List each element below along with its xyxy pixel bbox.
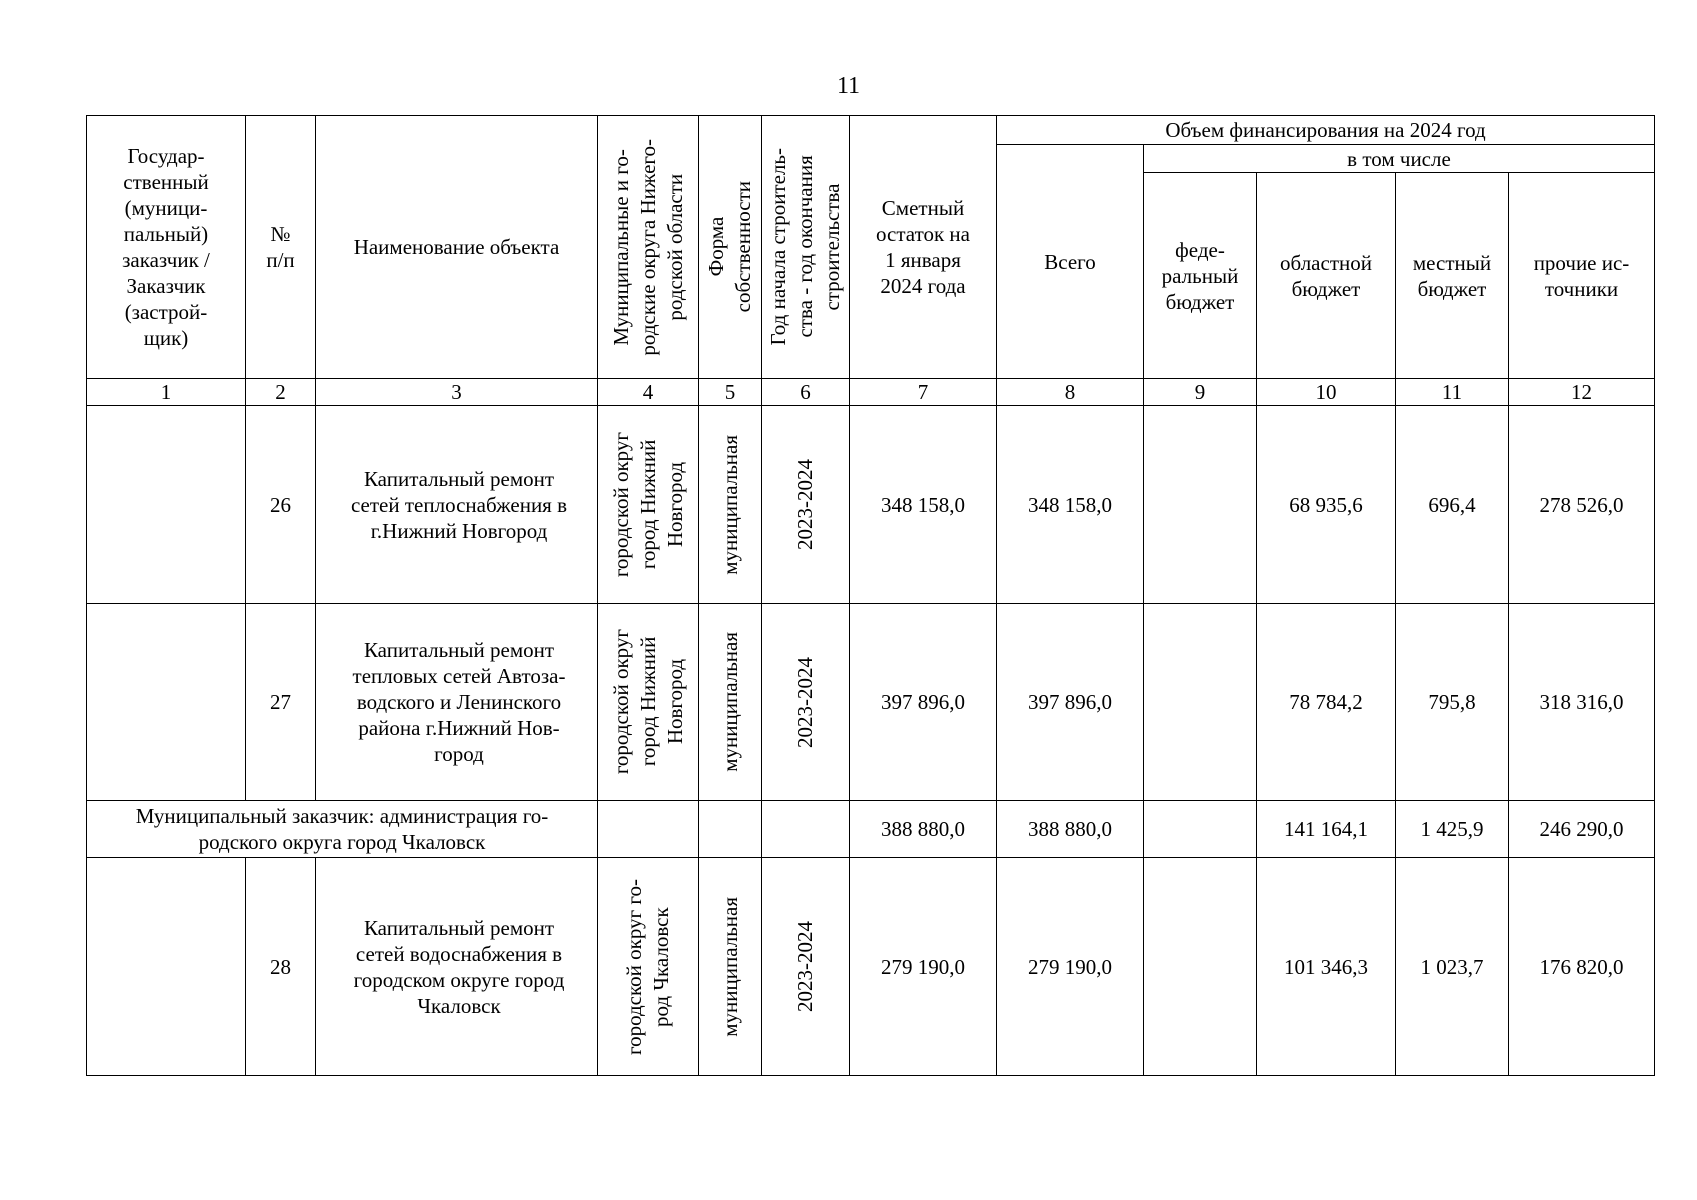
row-local: 1 023,7 — [1396, 858, 1509, 1076]
header-ownership: Форма собственности — [699, 116, 762, 379]
row-federal — [1144, 406, 1257, 604]
column-number: 9 — [1144, 379, 1257, 406]
row-federal — [1144, 604, 1257, 801]
header-num: № п/п — [246, 116, 316, 379]
row-regional: 101 346,3 — [1257, 858, 1396, 1076]
row-regional: 78 784,2 — [1257, 604, 1396, 801]
row-customer-cell — [87, 604, 246, 801]
customer-local: 1 425,9 — [1396, 801, 1509, 858]
financing-table — [86, 115, 1655, 1076]
customer-federal — [1144, 801, 1257, 858]
row-years: 2023-2024 — [762, 604, 850, 801]
column-number: 1 — [87, 379, 246, 406]
row-regional: 68 935,6 — [1257, 406, 1396, 604]
header-regional: областной бюджет — [1257, 173, 1396, 379]
header-funding: Объем финансирования на 2024 год — [997, 116, 1655, 145]
header-object: Наименование объекта — [316, 116, 598, 379]
header-federal: феде- ральный бюджет — [1144, 173, 1257, 379]
row-total: 279 190,0 — [997, 858, 1144, 1076]
row-other: 318 316,0 — [1509, 604, 1655, 801]
customer-other: 246 290,0 — [1509, 801, 1655, 858]
customer-total: 388 880,0 — [997, 801, 1144, 858]
row-customer-cell — [87, 858, 246, 1076]
row-number: 27 — [246, 604, 316, 801]
row-object-name: Капитальный ремонт тепловых сетей Автоза- водского и Ленинского района г.Нижний Нов- город — [316, 604, 598, 801]
row-federal — [1144, 858, 1257, 1076]
row-other: 176 820,0 — [1509, 858, 1655, 1076]
header-including: в том числе — [1144, 145, 1655, 173]
column-number: 3 — [316, 379, 598, 406]
row-local: 696,4 — [1396, 406, 1509, 604]
column-number: 11 — [1396, 379, 1509, 406]
header-local: местный бюджет — [1396, 173, 1509, 379]
row-local: 795,8 — [1396, 604, 1509, 801]
column-number: 8 — [997, 379, 1144, 406]
header-other: прочие ис- точники — [1509, 173, 1655, 379]
table-row — [87, 858, 1655, 1076]
table-row — [87, 406, 1655, 604]
column-number: 7 — [850, 379, 997, 406]
row-balance: 348 158,0 — [850, 406, 997, 604]
row-other: 278 526,0 — [1509, 406, 1655, 604]
row-district: городской округ город Нижний Новгород — [598, 604, 699, 801]
row-years: 2023-2024 — [762, 406, 850, 604]
row-balance: 279 190,0 — [850, 858, 997, 1076]
header-district: Муниципальные и го- родские округа Нижего- родской области — [598, 116, 699, 379]
column-number: 4 — [598, 379, 699, 406]
row-object-name: Капитальный ремонт сетей водоснабжения в городском округе город Чкаловск — [316, 858, 598, 1076]
customer-subtotal-row — [87, 801, 1655, 858]
column-number: 12 — [1509, 379, 1655, 406]
row-number: 26 — [246, 406, 316, 604]
page-number: 11 — [836, 73, 861, 99]
column-number: 2 — [246, 379, 316, 406]
row-years: 2023-2024 — [762, 858, 850, 1076]
header-years: Год начала строитель- ства - год окончания строительства — [762, 116, 850, 379]
customer-years — [762, 801, 850, 858]
row-district: городской округ город Нижний Новгород — [598, 406, 699, 604]
row-number: 28 — [246, 858, 316, 1076]
row-total: 348 158,0 — [997, 406, 1144, 604]
row-district: городской округ го- род Чкаловск — [598, 858, 699, 1076]
customer-balance: 388 880,0 — [850, 801, 997, 858]
customer-regional: 141 164,1 — [1257, 801, 1396, 858]
table-row — [87, 604, 1655, 801]
row-ownership: муниципальная — [699, 858, 762, 1076]
row-total: 397 896,0 — [997, 604, 1144, 801]
column-numbers-row — [87, 379, 1655, 406]
header-total: Всего — [997, 145, 1144, 379]
row-customer-cell — [87, 406, 246, 604]
column-number: 5 — [699, 379, 762, 406]
column-number: 6 — [762, 379, 850, 406]
customer-ownership — [699, 801, 762, 858]
header-balance: Сметный остаток на 1 января 2024 года — [850, 116, 997, 379]
customer-district — [598, 801, 699, 858]
header-customer: Государ- ственный (муници- пальный) заказчик / Заказчик (застрой- щик) — [87, 116, 246, 379]
row-ownership: муниципальная — [699, 406, 762, 604]
row-object-name: Капитальный ремонт сетей теплоснабжения в г.Нижний Новгород — [316, 406, 598, 604]
customer-label: Муниципальный заказчик: администрация го- родского округа город Чкаловск — [87, 801, 598, 858]
column-number: 10 — [1257, 379, 1396, 406]
row-balance: 397 896,0 — [850, 604, 997, 801]
row-ownership: муниципальная — [699, 604, 762, 801]
